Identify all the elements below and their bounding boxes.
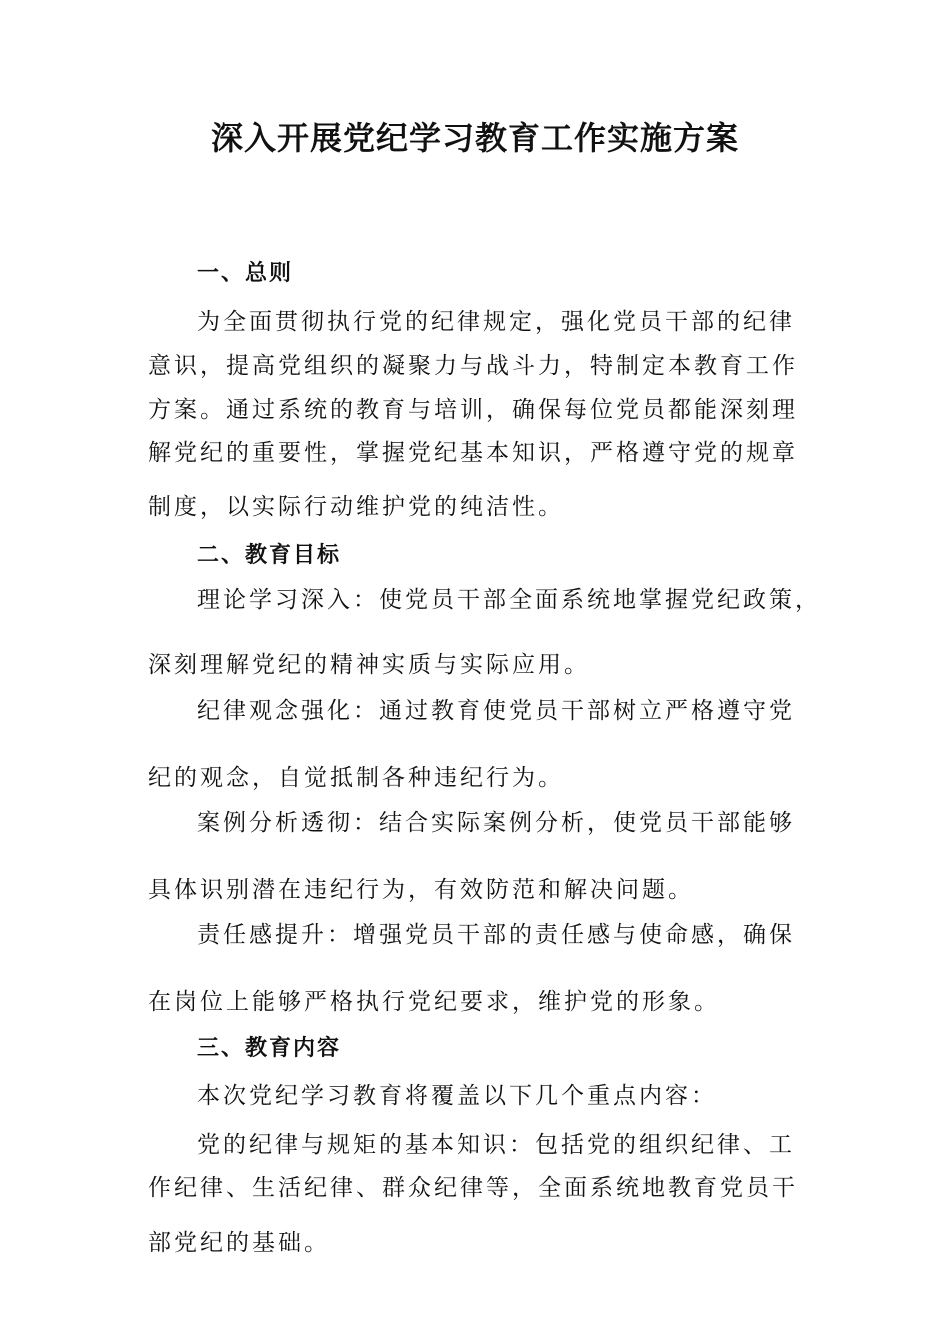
section-heading-content: 三、教育内容 (197, 1036, 342, 1061)
paragraph-line: 理论学习深入：使党员干部全面系统地掌握党纪政策， (197, 587, 821, 613)
paragraph-line: 解党纪的重要性，掌握党纪基本知识，严格遵守党的规章 (148, 440, 798, 466)
paragraph-line: 为全面贯彻执行党的纪律规定，强化党员干部的纪律 (197, 309, 795, 335)
paragraph-line: 案例分析透彻：结合实际案例分析，使党员干部能够 (197, 810, 795, 836)
document-title: 深入开展党纪学习教育工作实施方案 (210, 119, 739, 157)
paragraph-line: 具体识别潜在违纪行为，有效防范和解决问题。 (148, 877, 694, 903)
paragraph-line: 制度，以实际行动维护党的纯洁性。 (148, 494, 564, 520)
section-heading-general: 一、总则 (197, 261, 294, 286)
paragraph-line: 纪的观念，自觉抵制各种违纪行为。 (148, 765, 564, 791)
paragraph-line: 意识，提高党组织的凝聚力与战斗力，特制定本教育工作 (148, 353, 798, 379)
paragraph-line: 方案。通过系统的教育与培训，确保每位党员都能深刻理 (148, 397, 798, 423)
paragraph-line: 责任感提升：增强党员干部的责任感与使命感，确保 (197, 922, 795, 948)
paragraph-line: 在岗位上能够严格执行党纪要求，维护党的形象。 (148, 989, 720, 1015)
paragraph-line: 部党纪的基础。 (148, 1230, 330, 1256)
section-heading-goals: 二、教育目标 (197, 543, 342, 568)
paragraph-line: 纪律观念强化：通过教育使党员干部树立严格遵守党 (197, 698, 795, 724)
paragraph-line: 深刻理解党纪的精神实质与实际应用。 (148, 652, 590, 678)
paragraph-line: 党的纪律与规矩的基本知识：包括党的组织纪律、工 (197, 1132, 795, 1158)
paragraph-line: 作纪律、生活纪律、群众纪律等，全面系统地教育党员干 (148, 1175, 798, 1201)
paragraph-line: 本次党纪学习教育将覆盖以下几个重点内容： (197, 1083, 717, 1109)
